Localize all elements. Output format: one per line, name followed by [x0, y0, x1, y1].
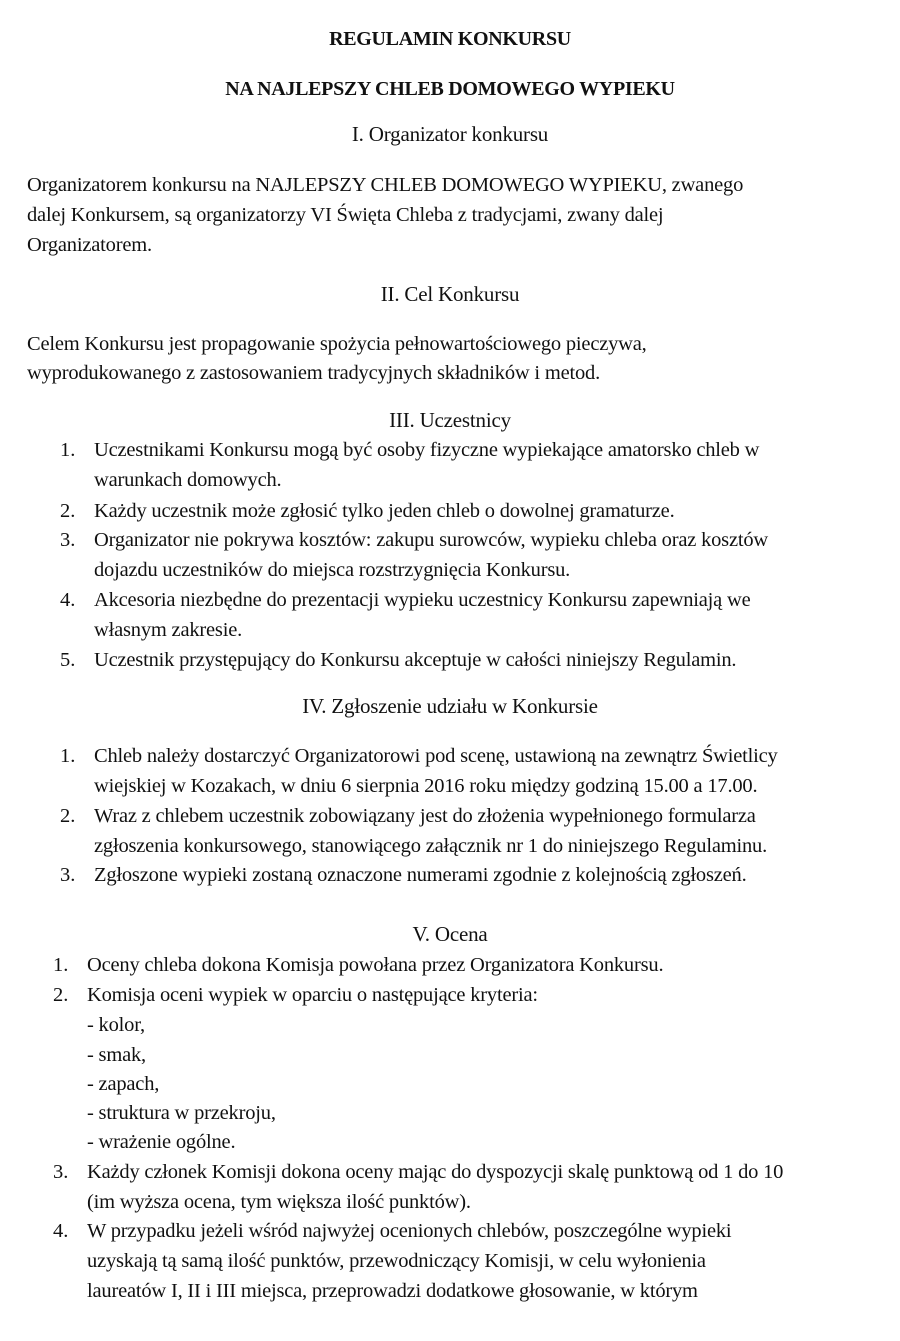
list-item-text: (im wyższa ocena, tym większa ilość punktów).: [87, 1191, 471, 1213]
section-heading-evaluation: V. Ocena: [412, 922, 488, 946]
list-item-text: Organizator nie pokrywa kosztów: zakupu surowców, wypieku chleba oraz kosztów: [94, 529, 768, 551]
criteria-item: - struktura w przekroju,: [87, 1102, 276, 1124]
list-number: 1.: [60, 439, 76, 461]
section-heading-goal: II. Cel Konkursu: [380, 282, 520, 306]
list-item-text: Uczestnikami Konkursu mogą być osoby fizyczne wypiekające amatorsko chleb w: [94, 439, 760, 461]
list-number: 4.: [60, 589, 76, 611]
criteria-item: - kolor,: [87, 1014, 145, 1036]
section-heading-organizer: I. Organizator konkursu: [351, 122, 549, 146]
list-number: 2.: [53, 984, 69, 1006]
list-item-text: Oceny chleba dokona Komisja powołana przez Organizatora Konkursu.: [87, 954, 664, 976]
list-item-text: Akcesoria niezbędne do prezentacji wypieku uczestnicy Konkursu zapewniają we: [94, 589, 751, 611]
criteria-item: - smak,: [87, 1044, 146, 1066]
criteria-item: - wrażenie ogólne.: [87, 1131, 236, 1153]
list-item-text: Zgłoszone wypieki zostaną oznaczone numerami zgodnie z kolejnością zgłoszeń.: [94, 864, 747, 886]
list-number: 4.: [53, 1220, 69, 1242]
list-number: 2.: [60, 500, 76, 522]
list-item-text: W przypadku jeżeli wśród najwyżej ocenionych chlebów, poszczególne wypieki: [87, 1220, 732, 1242]
section-heading-participants: III. Uczestnicy: [389, 408, 511, 432]
document-title: REGULAMIN KONKURSU: [329, 28, 571, 50]
list-item-text: dojazdu uczestników do miejsca rozstrzygnięcia Konkursu.: [94, 559, 571, 581]
list-item-text: własnym zakresie.: [94, 619, 243, 641]
list-item-text: wiejskiej w Kozakach, w dniu 6 sierpnia 2016 roku między godziną 15.00 a 17.00.: [94, 775, 758, 797]
list-item-text: zgłoszenia konkursowego, stanowiącego załącznik nr 1 do niniejszego Regulaminu.: [94, 835, 768, 857]
list-number: 1.: [60, 745, 76, 767]
list-number: 2.: [60, 805, 76, 827]
list-item-text: Każdy członek Komisji dokona oceny mając do dyspozycji skalę punktową od 1 do 10: [87, 1161, 784, 1183]
section-heading-registration: IV. Zgłoszenie udziału w Konkursie: [302, 694, 598, 718]
list-item-text: laureatów I, II i III miejsca, przeprowadzi dodatkowe głosowanie, w którym: [87, 1280, 698, 1302]
paragraph-line: Organizatorem.: [27, 234, 152, 256]
paragraph-line: wyprodukowanego z zastosowaniem tradycyjnych składników i metod.: [27, 362, 601, 384]
list-number: 3.: [60, 529, 76, 551]
paragraph-line: Organizatorem konkursu na NAJLEPSZY CHLEB DOMOWEGO WYPIEKU, zwanego: [27, 174, 744, 196]
list-number: 3.: [60, 864, 76, 886]
list-number: 3.: [53, 1161, 69, 1183]
list-item-text: Uczestnik przystępujący do Konkursu akceptuje w całości niniejszy Regulamin.: [94, 649, 737, 671]
list-item-text: Wraz z chlebem uczestnik zobowiązany jest do złożenia wypełnionego formularza: [94, 805, 756, 827]
list-item-text: Komisja oceni wypiek w oparciu o następujące kryteria:: [87, 984, 538, 1006]
document-subtitle: NA NAJLEPSZY CHLEB DOMOWEGO WYPIEKU: [225, 78, 675, 100]
list-item-text: Chleb należy dostarczyć Organizatorowi pod scenę, ustawioną na zewnątrz Świetlicy: [94, 745, 778, 767]
list-number: 1.: [53, 954, 69, 976]
list-item-text: warunkach domowych.: [94, 469, 282, 491]
paragraph-line: Celem Konkursu jest propagowanie spożycia pełnowartościowego pieczywa,: [27, 333, 647, 355]
list-item-text: Każdy uczestnik może zgłosić tylko jeden chleb o dowolnej gramaturze.: [94, 500, 675, 522]
paragraph-line: dalej Konkursem, są organizatorzy VI Święta Chleba z tradycjami, zwany dalej: [27, 204, 664, 226]
criteria-item: - zapach,: [87, 1073, 160, 1095]
list-item-text: uzyskają tą samą ilość punktów, przewodniczący Komisji, w celu wyłonienia: [87, 1250, 706, 1272]
list-number: 5.: [60, 649, 76, 671]
